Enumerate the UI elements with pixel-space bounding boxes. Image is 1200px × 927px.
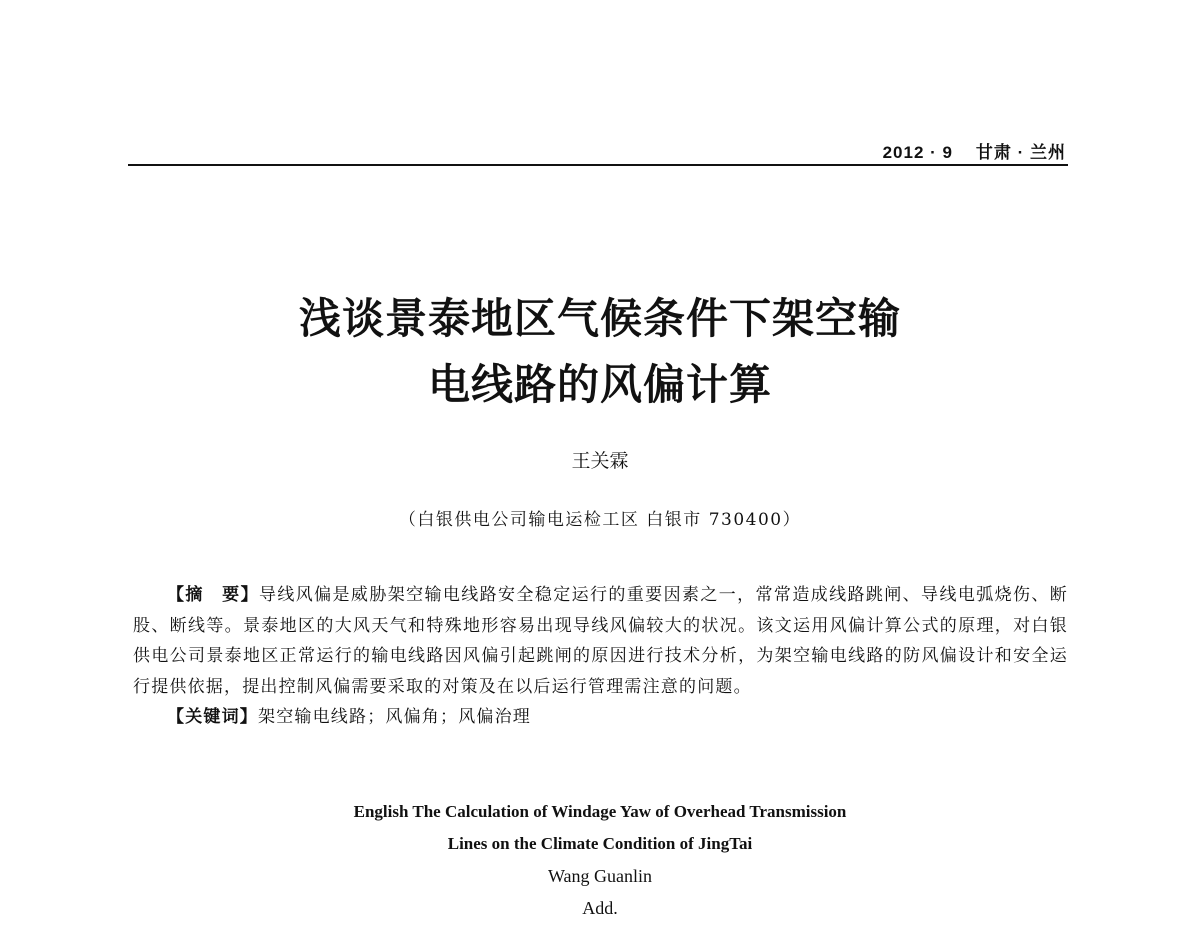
paper-title-line-1: 浅谈景泰地区气候条件下架空输 (298, 294, 901, 343)
english-title-line-2: Lines on the Climate Condition of JingTai (447, 834, 753, 853)
paper-title-line-2: 电线路的风偏计算 (427, 360, 772, 409)
english-address: Add. (582, 898, 618, 918)
abstract-text: 导线风偏是威胁架空输电线路安全稳定运行的重要因素之一，常常造成线路跳闸、导线电弧烧伤、断股、断线等。景泰地区的大风天气和特殊地形容易出现导线风偏较大的状况。该文运用风偏计算公式的原理，对白银供电公司景泰地区正常运行的输电线路因风偏引起跳闸的原因进行技术分析，为架空输电线路的防风偏设计和安全运行提供依据，提出控制风偏需要采取的对策及在以后运行管理需注意的问题。 (133, 585, 1068, 697)
author-affiliation: （白银供电公司输电运检工区 白银市 730400） (398, 510, 802, 530)
header-rule (128, 164, 1068, 166)
running-header (883, 138, 1066, 163)
issue-date: 2012 · 9 (882, 143, 953, 162)
keywords-paragraph (133, 702, 1068, 733)
author-name: 王关霖 (571, 450, 629, 472)
abstract-paragraph (133, 580, 1068, 702)
header-location: 甘肃 · 兰州 (975, 143, 1066, 162)
english-author: Wang Guanlin (547, 866, 653, 886)
keywords-label: 【关键词】 (167, 707, 258, 727)
abstract-label: 【摘 要】 (167, 585, 259, 605)
keywords-text: 架空输电线路；风偏角；风偏治理 (258, 707, 531, 727)
english-title-line-1: English The Calculation of Windage Yaw of Overhead Transmission (353, 802, 847, 821)
abstract-block (133, 580, 1068, 733)
